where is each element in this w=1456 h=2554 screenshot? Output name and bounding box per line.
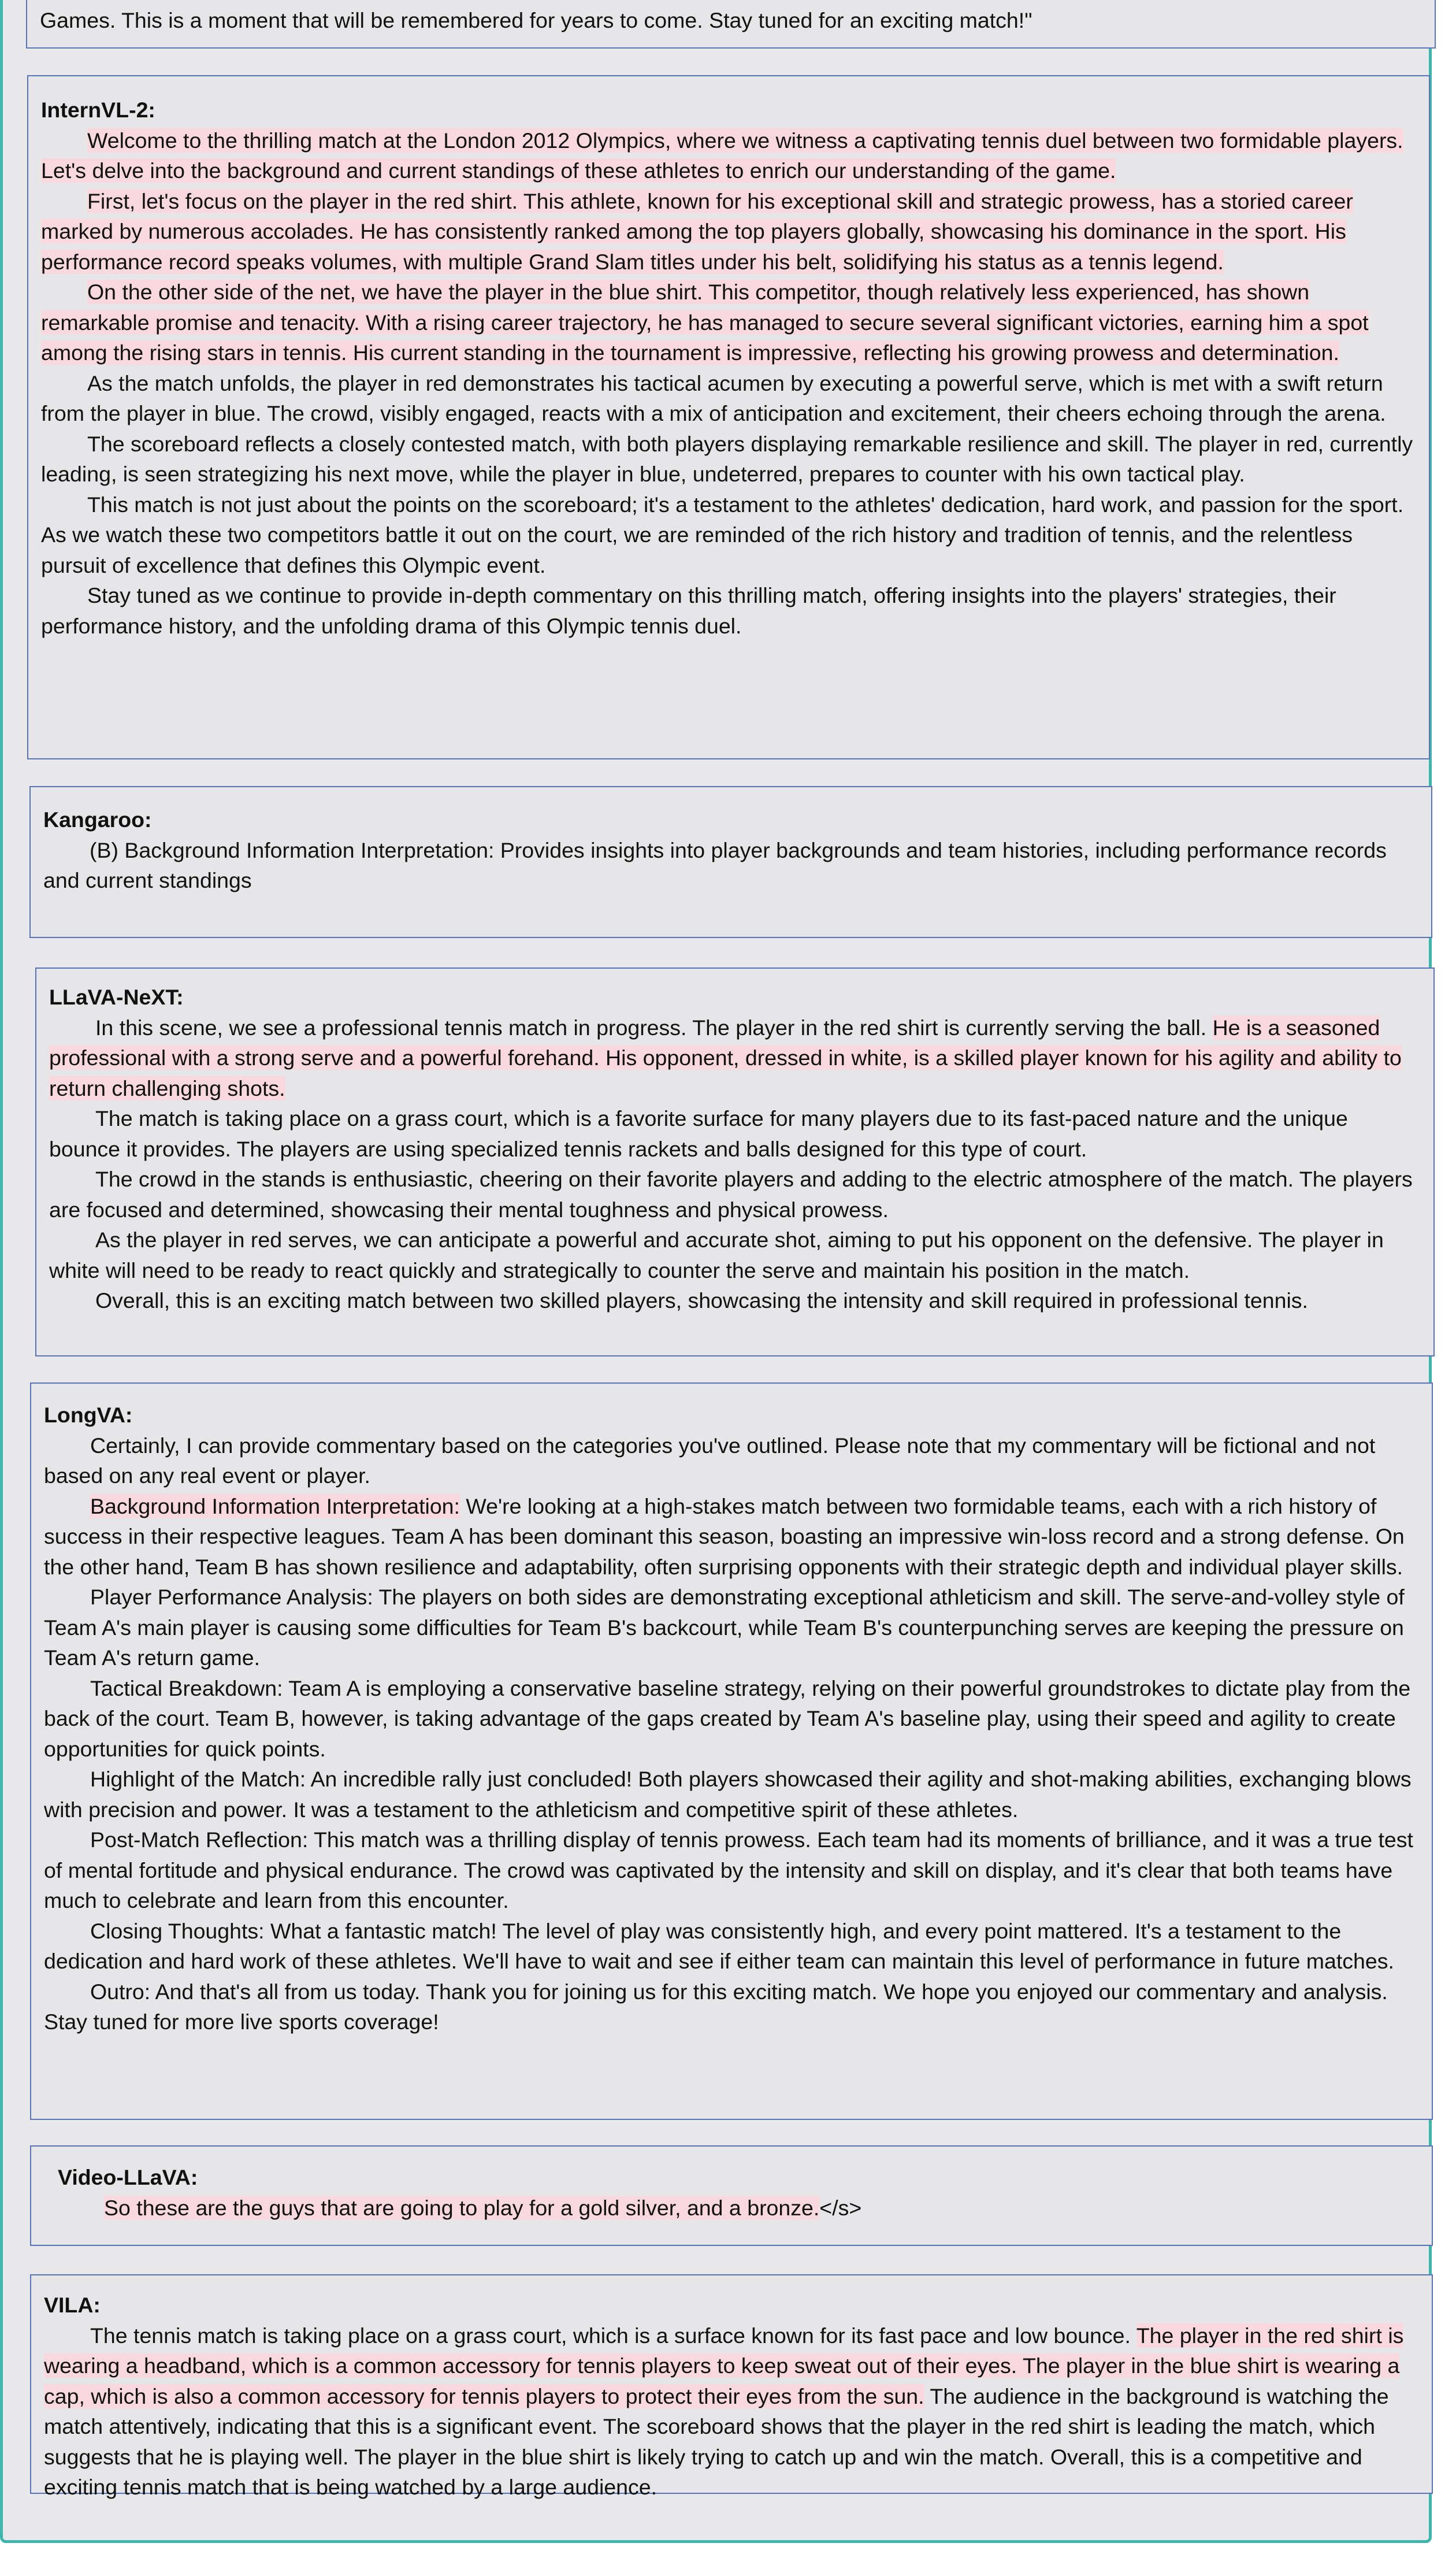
paragraph bbox=[44, 1825, 1419, 1916]
text-run: (B) Background Information Interpretation: Provides insights into player backgrounds and team histories, including performance records and current standings bbox=[43, 837, 1387, 892]
text-run: Highlight of the Match: An incredible rally just concluded! Both players showcased their agility and shot-making abilities, exchanging blows with precision and power. It was a testament to the athleticism and competitive spirit of these athletes. bbox=[44, 1767, 1412, 1822]
panel-body bbox=[58, 2193, 1419, 2223]
panel-llava-next bbox=[35, 968, 1435, 1356]
paragraph bbox=[58, 2193, 1419, 2223]
text-run: As the match unfolds, the player in red demonstrates his tactical acumen by executing a powerful serve, which is met with a swift return from the player in blue. The crowd, visibly engaged, reacts with a mix of anticipation and excitement, their cheers echoing through the arena. bbox=[41, 370, 1386, 425]
paragraph bbox=[44, 2321, 1419, 2503]
paragraph bbox=[41, 277, 1416, 368]
text-run: The audience in the background is watching the match attentively, indicating that this is a significant event. The scoreboard shows that the player in the red shirt is leading the match, which suggests that he is playing well. The player in the blue shirt is likely trying to catch up and win the match. Overall, this is a competitive and exciting tennis match that is being watched by a large audience. bbox=[44, 2384, 1389, 2499]
text-run: As the player in red serves, we can anticipate a powerful and accurate shot, aiming to put his opponent on the defensive. The player in white will need to be ready to react quickly and strategically to counter the serve and maintain his position in the match. bbox=[49, 1228, 1384, 1282]
paragraph bbox=[44, 1673, 1419, 1765]
text-run: Post-Match Reflection: This match was a thrilling display of tennis prowess. Each team had its moments of brilliance, and it was a true test of mental fortitude and physical endurance. The crowd was captivated by the intensity and skill on display, and it's clear that both teams have much to celebrate and learn from this encounter. bbox=[44, 1828, 1413, 1912]
panel-title: LongVA: bbox=[44, 1403, 133, 1427]
text-run: This match is not just about the points on the scoreboard; it's a testament to the athletes' dedication, hard work, and passion for the sport. As we watch these two competitors battle it out on the court, we are reminded of the rich history and tradition of tennis, and the relentless pursuit of excellence that defines this Olympic event. bbox=[41, 492, 1404, 577]
text-run: Outro: And that's all from us today. Thank you for joining us for this exciting match. We hope you enjoyed our commentary and analysis. Stay tuned for more live sports coverage! bbox=[44, 1979, 1388, 2034]
previous-panel-tail-text: Games. This is a moment that will be remembered for years to come. Stay tuned for an exciting match!" bbox=[40, 8, 1032, 32]
highlighted-text: First, let's focus on the player in the red shirt. This athlete, known for his exceptional skill and strategic prowess, has a storied career marked by numerous accolades. He has consistently ranked among the top players globally, showcasing his dominance in the sport. His performance record speaks volumes, with multiple Grand Slam titles under his belt, solidifying his status as a tennis legend. bbox=[41, 188, 1353, 274]
highlighted-text: The player in the red shirt is wearing a headband, which is a common accessory for tennis players to keep sweat out of their eyes. The player in the blue shirt is wearing a cap, which is also a common accessory for tennis players to protect their eyes from the sun. bbox=[44, 2323, 1404, 2408]
text-run: Tactical Breakdown: Team A is employing a conservative baseline strategy, relying on their powerful groundstrokes to dictate play from the back of the court. Team B, however, is taking advantage of the gaps created by Team A's baseline play, using their speed and agility to create opportunities for quick points. bbox=[44, 1676, 1411, 1761]
paragraph bbox=[44, 1582, 1419, 1673]
highlighted-text: On the other side of the net, we have the player in the blue shirt. This competitor, though relatively less experienced, has shown remarkable promise and tenacity. With a rising career trajectory, he has managed to secure several significant victories, earning him a spot among the rising stars in tennis. His current standing in the tournament is impressive, reflecting his growing prowess and determination. bbox=[41, 280, 1369, 365]
paragraph bbox=[44, 1916, 1419, 1977]
text-run: Certainly, I can provide commentary based on the categories you've outlined. Please note that my commentary will be fictional and not based on any real event or player. bbox=[44, 1433, 1376, 1488]
panel-body bbox=[49, 1013, 1424, 1316]
paragraph bbox=[44, 1491, 1419, 1582]
paragraph bbox=[49, 1225, 1424, 1285]
paragraph bbox=[49, 1164, 1424, 1225]
paragraph bbox=[41, 429, 1416, 490]
highlighted-text: Background Information Interpretation: bbox=[90, 1493, 460, 1518]
text-run: The tennis match is taking place on a grass court, which is a surface known for its fast pace and low bounce. bbox=[90, 2323, 1136, 2348]
panel-title: InternVL-2: bbox=[41, 98, 155, 122]
highlighted-text: He is a seasoned professional with a strong serve and a powerful forehand. His opponent, dressed in white, is a skilled player known for his agility and ability to return challenging shots. bbox=[49, 1015, 1402, 1100]
text-run: Stay tuned as we continue to provide in-depth commentary on this thrilling match, offering insights into the players' strategies, their performance history, and the unfolding drama of this Olympic tennis duel. bbox=[41, 583, 1336, 638]
paragraph bbox=[44, 1430, 1419, 1491]
panel-body bbox=[44, 2321, 1419, 2503]
panel-body bbox=[44, 1430, 1419, 2037]
panel-kangaroo bbox=[29, 786, 1432, 938]
panel-vila bbox=[30, 2274, 1433, 2499]
highlighted-text: So these are the guys that are going to play for a gold silver, and a bronze. bbox=[104, 2195, 820, 2220]
text-run: </s> bbox=[819, 2195, 862, 2220]
paragraph bbox=[41, 125, 1416, 186]
panel-title: VILA: bbox=[44, 2293, 101, 2317]
text-run: The match is taking place on a grass court, which is a favorite surface for many players due to its fast-paced nature and the unique bounce it provides. The players are using specialized tennis rackets and balls designed for this type of court. bbox=[49, 1106, 1348, 1161]
text-run: The scoreboard reflects a closely contested match, with both players displaying remarkable resilience and skill. The player in red, currently leading, is seen strategizing his next move, while the player in blue, undeterred, prepares to counter with his own tactical play. bbox=[41, 431, 1413, 486]
text-run: Player Performance Analysis: The players on both sides are demonstrating exceptional athleticism and skill. The serve-and-volley style of Team A's main player is causing some difficulties for Team B's backcourt, while Team B's counterpunching serves are keeping the pressure on Team A's return game. bbox=[44, 1585, 1405, 1670]
panel-previous bbox=[26, 0, 1436, 49]
panel-video-llava bbox=[30, 2145, 1433, 2246]
panel-title: Video-LLaVA: bbox=[58, 2165, 198, 2189]
paragraph bbox=[44, 1764, 1419, 1825]
text-run: The crowd in the stands is enthusiastic, cheering on their favorite players and adding to the electric atmosphere of the match. The players are focused and determined, showcasing their mental toughness and physical prowess. bbox=[49, 1167, 1413, 1222]
text-run: We're looking at a high-stakes match between two formidable teams, each with a rich history of success in their respective leagues. Team A has been dominant this season, boasting an impressive win-loss record and a strong defense. On the other hand, Team B has shown resilience and adaptability, often surprising opponents with their strategic depth and individual player skills. bbox=[44, 1493, 1405, 1579]
text-run: In this scene, we see a professional tennis match in progress. The player in the red shirt is currently serving the ball. bbox=[95, 1015, 1213, 1040]
text-run: Overall, this is an exciting match between two skilled players, showcasing the intensity and skill required in professional tennis. bbox=[95, 1288, 1308, 1313]
paragraph bbox=[44, 1977, 1419, 2037]
panel-title: Kangaroo: bbox=[43, 807, 152, 832]
paragraph bbox=[49, 1285, 1424, 1316]
paragraph bbox=[41, 186, 1416, 277]
panel-title: LLaVA-NeXT: bbox=[49, 985, 184, 1009]
highlighted-text: Welcome to the thrilling match at the London 2012 Olympics, where we witness a captivating tennis duel between two formidable players. Let's delve into the background and current standings of these athletes to enrich our understanding of the game. bbox=[41, 128, 1403, 183]
panel-body bbox=[43, 835, 1418, 896]
panel-longva bbox=[30, 1382, 1433, 2120]
panel-internvl bbox=[27, 75, 1430, 759]
panel-body bbox=[41, 125, 1416, 642]
paragraph bbox=[49, 1013, 1424, 1104]
paragraph bbox=[41, 490, 1416, 581]
paragraph bbox=[43, 835, 1418, 896]
paragraph bbox=[41, 368, 1416, 429]
paragraph bbox=[41, 580, 1416, 641]
text-run: Closing Thoughts: What a fantastic match! The level of play was consistently high, and every point mattered. It's a testament to the dedication and hard work of these athletes. We'll have to wait and see if either team can maintain this level of performance in future matches. bbox=[44, 1918, 1394, 1973]
paragraph bbox=[49, 1103, 1424, 1164]
